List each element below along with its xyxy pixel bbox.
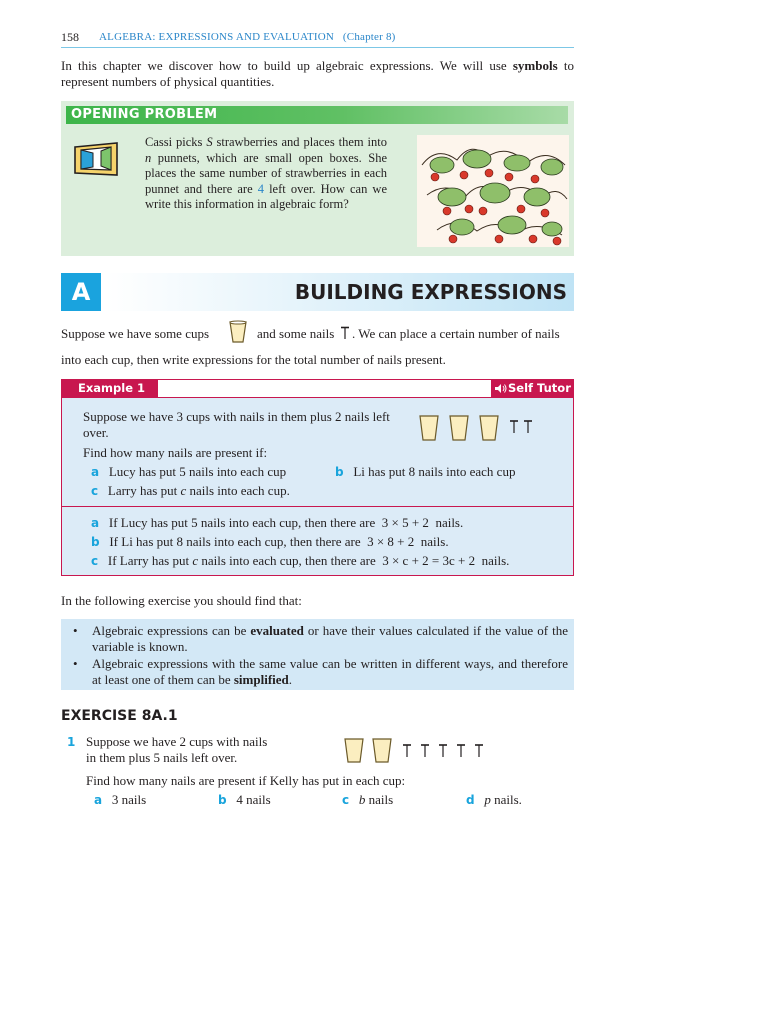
nail-icon	[340, 326, 350, 340]
key-points-box	[61, 619, 574, 690]
section-title: BUILDING EXPRESSIONS	[294, 280, 567, 304]
exercise-part-b: b 4 nails	[218, 792, 271, 807]
bullet-dot: •	[73, 623, 78, 638]
example-question-2: Find how many nails are present if:	[83, 445, 268, 460]
example-header	[62, 380, 573, 398]
example-question-1: Suppose we have 3 cups with nails in them plus 2 nails left over.	[83, 409, 390, 440]
section-letter: A	[71, 278, 91, 306]
page-number: 158	[61, 30, 79, 44]
speaker-icon	[494, 383, 507, 394]
opening-problem-box	[61, 101, 574, 256]
cup-icon	[228, 320, 248, 344]
exercise-question-line3: Find how many nails are present if Kelly has put in each cup:	[86, 773, 406, 788]
opening-problem-heading-bar	[66, 106, 568, 124]
example-part-a: a Lucy has put 5 nails into each cup	[91, 464, 287, 479]
example-divider	[62, 506, 573, 507]
bullet-dot: •	[73, 656, 78, 671]
section-intro-line2: into each cup, then write expressions for the total number of nails present.	[61, 352, 446, 367]
example-answer-a: a If Lucy has put 5 nails into each cup, then there are 3 × 5 + 2 nails.	[91, 515, 464, 530]
following-text: In the following exercise you should find that:	[61, 593, 302, 608]
exercise-part-a: a 3 nails	[94, 792, 147, 807]
cups-and-nails-illustration	[343, 736, 491, 764]
opening-problem-text: Cassi picks S strawberries and places them into n punnets, which are small open boxes. She places the same number of strawberries in each punnet and there are 4 left over. How can we write this information in algebraic form?	[145, 135, 388, 211]
section-intro-line1-a: Suppose we have some cups	[61, 326, 210, 341]
self-tutor-label: Self Tutor	[508, 381, 571, 395]
bullet-point-1: Algebraic expressions can be evaluated or have their values calculated if the value of the variable is known.	[92, 623, 568, 654]
exercise-part-d: d p nails.	[466, 792, 522, 807]
page-header	[61, 29, 574, 48]
strawberry-plants-illustration	[417, 135, 569, 247]
exercise-question-number: 1	[67, 735, 76, 749]
exercise-question-line2: in them plus 5 nails left over.	[86, 750, 238, 765]
exercise-part-c: c b nails	[342, 792, 394, 807]
example-label: Example 1	[78, 381, 145, 395]
section-intro-line1-b: and some nails	[257, 326, 335, 341]
self-tutor-button[interactable]	[491, 380, 573, 397]
intro-paragraph: In this chapter we discover how to build up algebraic expressions. We will use symbols to represent numbers of physical quantities.	[61, 58, 574, 89]
bullet-point-2: Algebraic expressions with the same value can be written in different ways, and therefore at least one of them can be simplified.	[92, 656, 568, 687]
section-intro-line1-c: . We can place a certain number of nails	[352, 326, 560, 341]
example-answer-c: c If Larry has put c nails into each cup, then there are 3 × c + 2 = 3c + 2 nails.	[91, 553, 510, 568]
example-part-c: c Larry has put c nails into each cup.	[91, 483, 290, 498]
open-window-icon	[71, 141, 121, 177]
opening-problem-heading: OPENING PROBLEM	[71, 107, 218, 122]
exercise-title: EXERCISE 8A.1	[61, 708, 178, 724]
exercise-question-line1: Suppose we have 2 cups with nails	[86, 734, 268, 749]
example-box	[61, 379, 574, 576]
example-answer-b: b If Li has put 8 nails into each cup, then there are 3 × 8 + 2 nails.	[91, 534, 449, 549]
cups-and-nails-illustration	[418, 413, 538, 443]
example-label-tag	[62, 380, 158, 397]
example-part-b: b Li has put 8 nails into each cup	[335, 464, 516, 479]
running-title: ALGEBRA: EXPRESSIONS AND EVALUATION (Chapter 8)	[99, 31, 396, 43]
